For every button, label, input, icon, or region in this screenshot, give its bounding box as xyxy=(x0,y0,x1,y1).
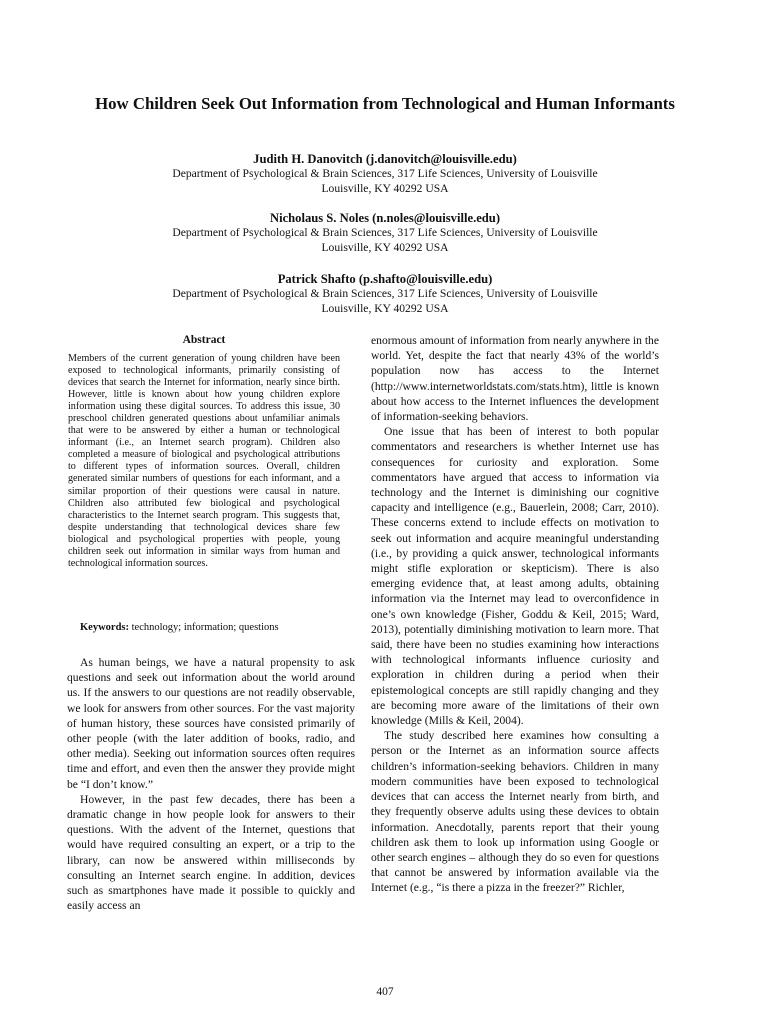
author-name: Patrick Shafto (p.shafto@louisville.edu) xyxy=(277,272,493,286)
author-block-3 xyxy=(60,272,710,316)
keywords-text: technology; information; questions xyxy=(131,622,279,633)
abstract-text: Members of the current generation of young children have been exposed to technological informants, primarily consisting of devices that search the Internet for information, nearly since birth. However, little is known about how young children explore information using these digital sources. To address this issue, 30 preschool children generated questions about unfamiliar animals that were to be answered by either a human or technological informant (i.e., an Internet search program). Children also completed a measure of biological and psychological attributions to different types of information sources. Overall, children generated similar numbers of questions for each informant, and a similar proportion of their questions were causal in nature. Children also attributed few biological and psychological characteristics to the Internet search program. This suggests that, despite understanding that technological devices share few biological and psychological properties with people, young children seek out information in similar ways from human and technological information sources. xyxy=(68,353,340,569)
author-block-1 xyxy=(60,152,710,196)
abstract-heading: Abstract xyxy=(182,334,226,346)
author-location: Louisville, KY 40292 USA xyxy=(321,301,449,315)
body-paragraph: However, in the past few decades, there has been a dramatic change in how people look for answers to their questions. With the advent of the Internet, questions that would have required consulting an expert, or a trip to the library, can now be answered within milliseconds by consulting an Internet search engine. In addition, devices such as smartphones have made it possible to quickly and easily access an xyxy=(67,792,355,913)
keywords-label: Keywords: xyxy=(80,622,129,633)
left-column-body xyxy=(67,655,355,913)
keywords-line xyxy=(80,621,342,634)
author-name: Nicholaus S. Noles (n.noles@louisville.edu) xyxy=(269,211,501,225)
author-location: Louisville, KY 40292 USA xyxy=(321,181,449,195)
author-location: Louisville, KY 40292 USA xyxy=(321,240,449,254)
body-paragraph: enormous amount of information from nearly anywhere in the world. Yet, despite the fact that nearly 43% of the world’s population now has access to the Internet (http://www.internetworldstats.com/stats.htm), little is known about how access to the Internet influences the development of information-seeking behaviors. xyxy=(371,334,659,424)
right-column-body xyxy=(371,333,659,896)
author-affiliation: Department of Psychological & Brain Sciences, 317 Life Sciences, University of Louisville xyxy=(172,167,598,180)
author-affiliation: Department of Psychological & Brain Sciences, 317 Life Sciences, University of Louisville xyxy=(172,287,598,300)
author-name: Judith H. Danovitch (j.danovitch@louisville.edu) xyxy=(253,152,517,166)
body-paragraph: The study described here examines how consulting a person or the Internet as an information source affects children’s information-seeking behaviors. Children in many modern communities have been exposed to technological devices that can access the Internet nearly from birth, and they frequently observe adults using these devices to obtain information. Anecdotally, parents report that their young children ask them to look up information using Google or other search engines – although they do so even for questions that cannot be answered by information available via the Internet (e.g., “is there a pizza in the freezer?” Richler, xyxy=(371,729,659,895)
body-paragraph: One issue that has been of interest to both popular commentators and researchers is whether Internet use has consequences for curiosity and exploration. Some commentators have argued that access to information via technology and the Internet is diminishing our cognitive capacity and intelligence (e.g., Bauerlein, 2008; Carr, 2010). These concerns extend to include effects on motivation to seek out information and acquire meaningful understanding (i.e., by providing a quick answer, technological informants might stifle exploration or skepticism). There is also emerging evidence that, at least among adults, obtaining information via the Internet may lead to overconfidence in one’s own knowledge (Fisher, Goddu & Keil, 2015; Ward, 2013), potentially diminishing motivation to learn more. That said, there have been no studies examining how interactions with technological informants influence curiosity and exploration in children during a period when their epistemological concepts are still rapidly changing and they are becoming more aware of the limitations of their own knowledge (Mills & Keil, 2004). xyxy=(371,425,659,728)
body-paragraph: As human beings, we have a natural propensity to ask questions and seek out information about the world around us. If the answers to our questions are not readily observable, we look for answers from other sources. For the vast majority of human history, these sources have consisted primarily of other people (with the later addition of books, radio, and other media). Seeking out information sources often requires time and effort, and even then the answer they provide might be “I don’t know.” xyxy=(67,656,355,791)
author-block-2 xyxy=(60,211,710,255)
page-number: 407 xyxy=(376,986,394,998)
author-affiliation: Department of Psychological & Brain Sciences, 317 Life Sciences, University of Louisville xyxy=(172,226,598,239)
paper-title: How Children Seek Out Information from Technological and Human Informants xyxy=(95,94,675,113)
